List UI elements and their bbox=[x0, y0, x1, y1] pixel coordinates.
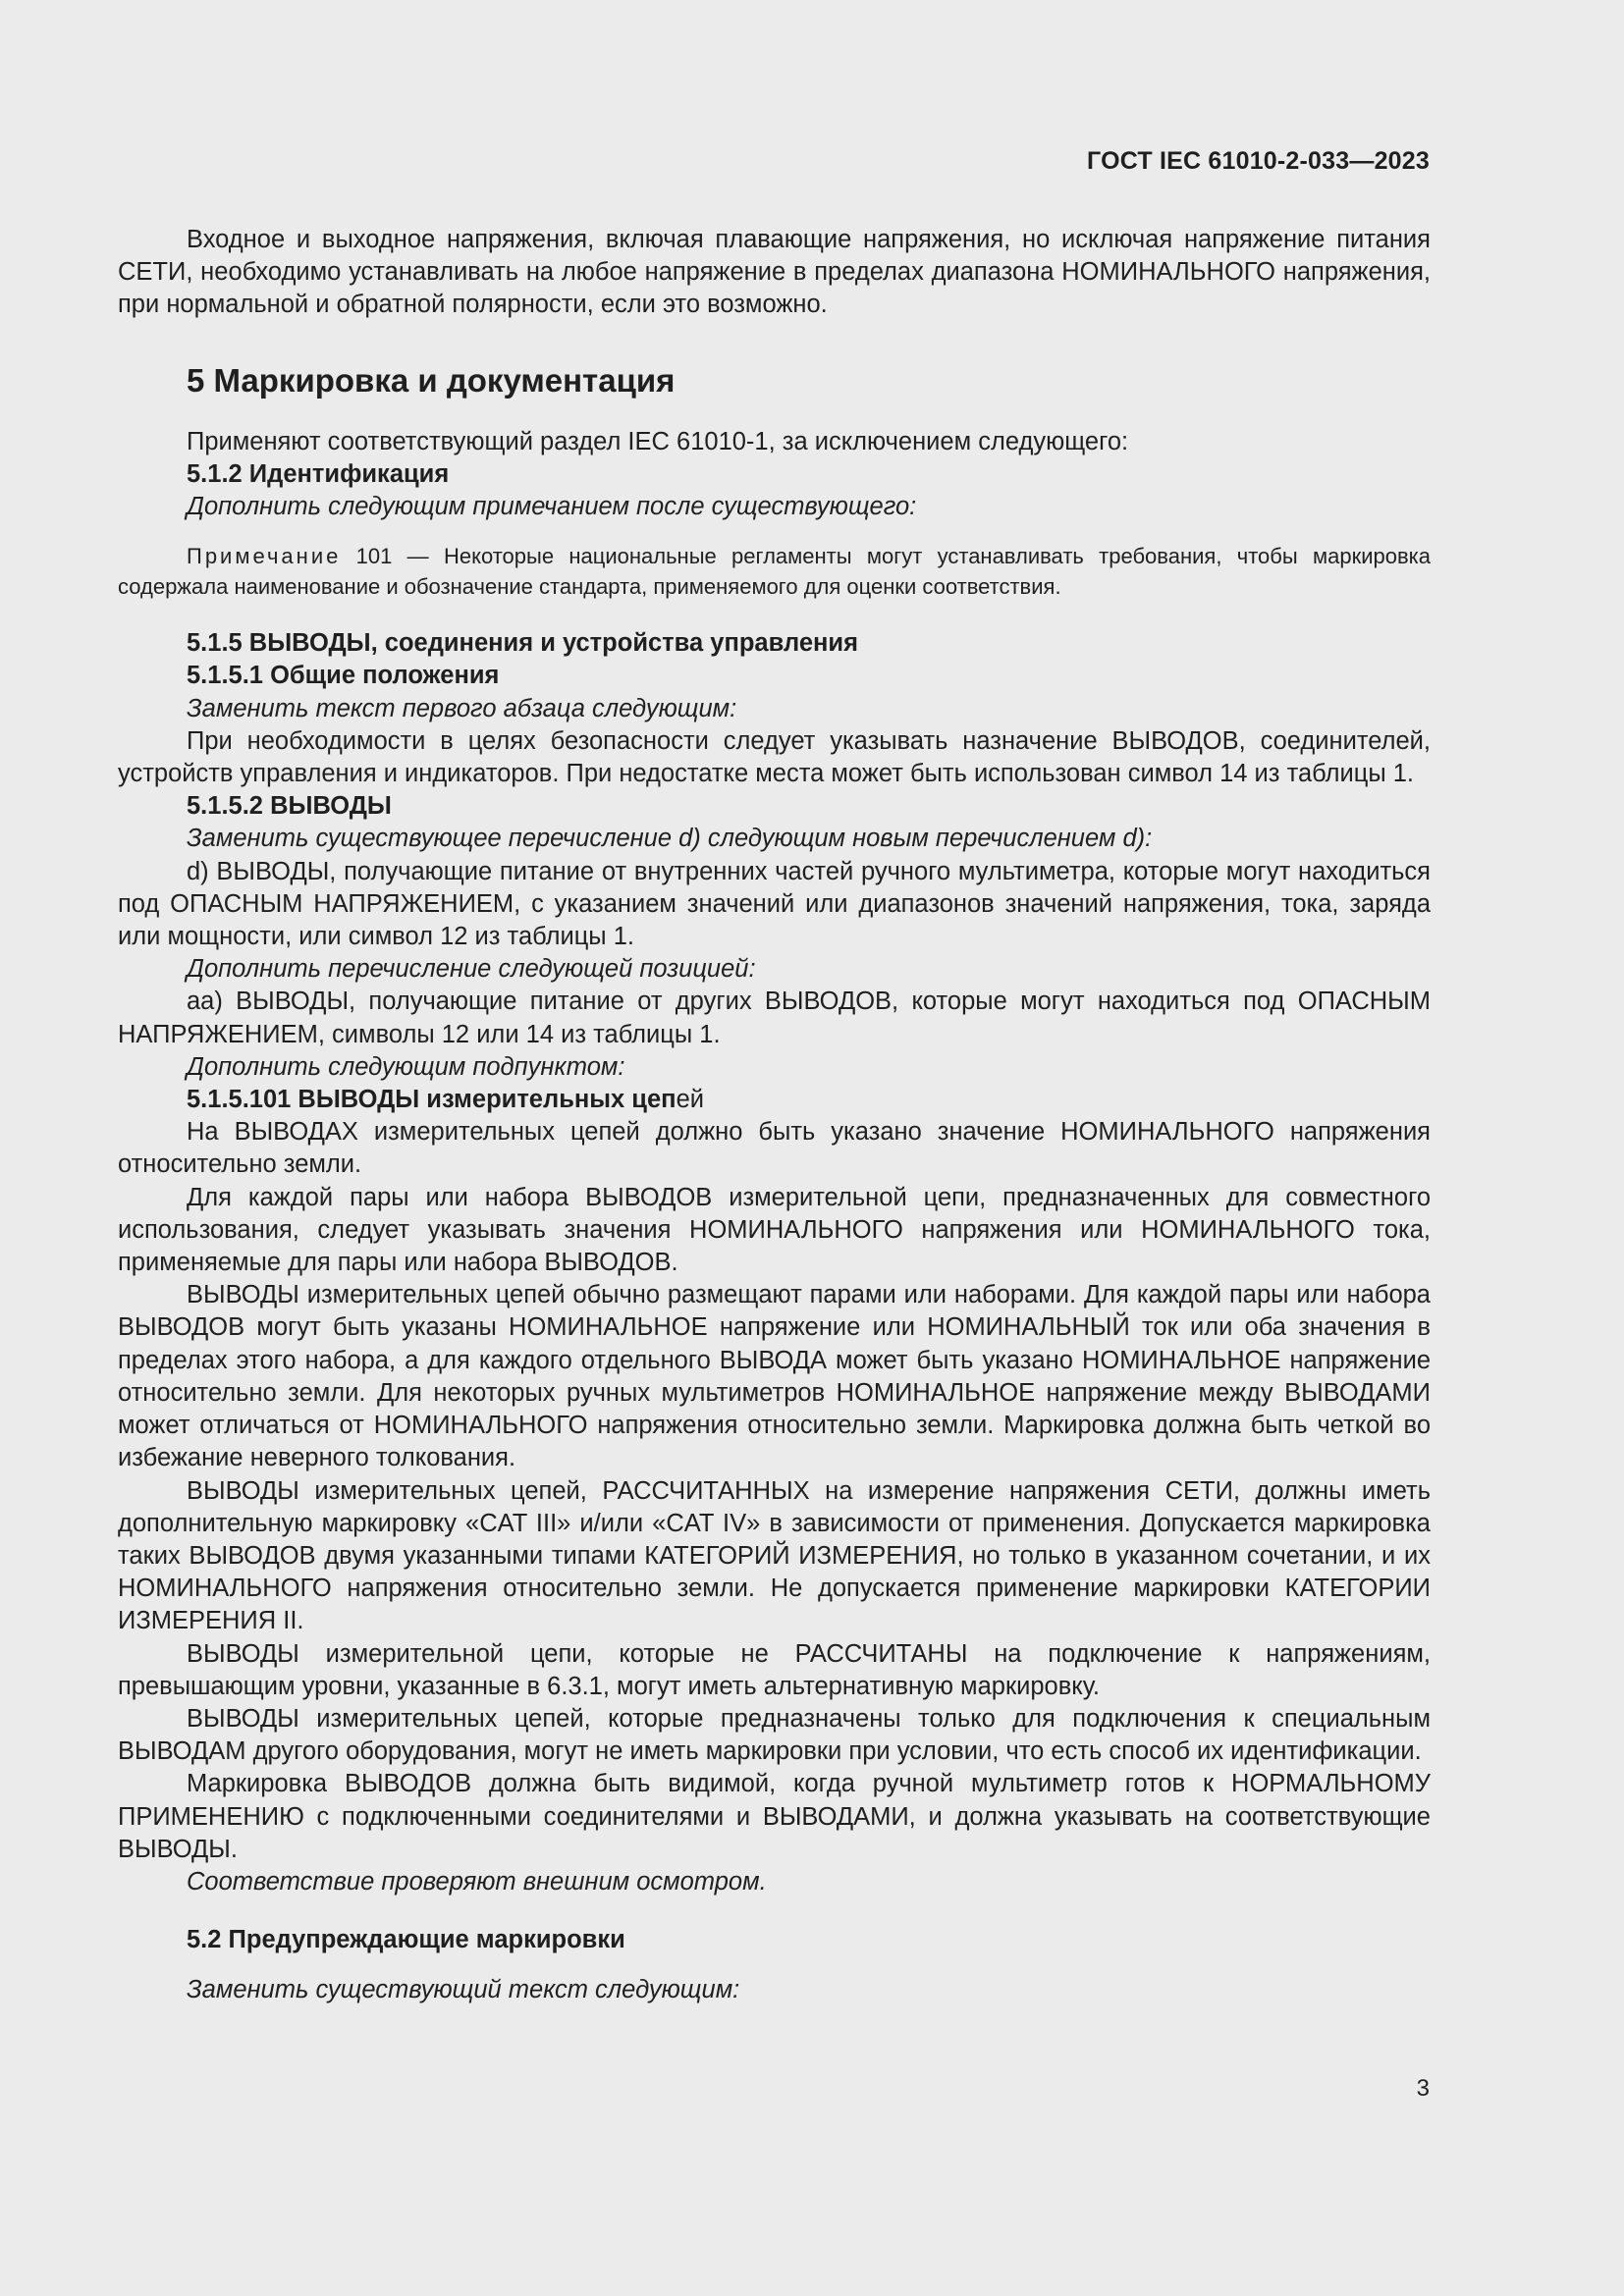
note-label: Примечание bbox=[187, 544, 342, 569]
standard-header: ГОСТ IEC 61010-2-033—2023 bbox=[1087, 147, 1430, 175]
subsection-5-1-5-1-instruction: Заменить текст первого абзаца следующим: bbox=[187, 694, 737, 722]
list-item-d: d) ВЫВОДЫ, получающие питание от внутренних частей ручного мультиметра, которые могут находиться под ОПАСНЫМ НАПРЯЖЕНИЕМ, с указанием значений или диапазонов значений напряжения, тока, заряда или мощности, или символ 12 из таблицы 1. bbox=[118, 857, 1431, 951]
subsection-5-2-title: 5.2 Предупреждающие маркировки bbox=[187, 1926, 625, 1954]
subsection-5-1-5-101-title-tail: ей bbox=[676, 1086, 705, 1114]
subsection-5-1-5-2-title: 5.1.5.2 ВЫВОДЫ bbox=[187, 792, 392, 821]
list-item-aa: аа) ВЫВОДЫ, получающие питание от других ВЫВОДОВ, которые могут находиться под ОПАСНЫМ НАПРЯЖЕНИЕМ, символы 12 или 14 из таблицы 1. bbox=[118, 988, 1431, 1048]
note-text: 101 — Некоторые национальные регламенты могут устанавливать требования, чтобы маркировка содержала наименование и обозначение стандарта, применяемого для оценки соответствия. bbox=[118, 544, 1431, 600]
paragraph: ВЫВОДЫ измерительных цепей, которые предназначены только для подключения к специальным ВЫВОДАМ другого оборудования, могут не иметь маркировки при условии, что есть способ их идентификации. bbox=[118, 1704, 1431, 1766]
section-5-title: 5 Маркировка и документация bbox=[187, 361, 676, 399]
subsection-5-1-5-title: 5.1.5 ВЫВОДЫ, соединения и устройства управления bbox=[187, 629, 858, 658]
compliance-statement: Соответствие проверяют внешним осмотром. bbox=[187, 1867, 767, 1896]
note-101 bbox=[118, 541, 1431, 602]
paragraph: ВЫВОДЫ измерительной цепи, которые не РАССЧИТАНЫ на подключение к напряжениям, превышающим уровни, указанные в 6.3.1, могут иметь альтернативную маркировку. bbox=[118, 1639, 1431, 1700]
section-5-applies: Применяют соответствующий раздел IEC 61010-1, за исключением следующего: bbox=[187, 427, 1129, 455]
subsection-5-1-5-2-instruction-2: Дополнить перечисление следующей позицией: bbox=[187, 955, 756, 984]
paragraph: ВЫВОДЫ измерительных цепей обычно размещают парами или наборами. Для каждой пары или набора ВЫВОДОВ могут быть указаны НОМИНАЛЬНОЕ напряжение или НОМИНАЛЬНЫЙ ток или оба значения в пределах этого набора, а для каждого отдельного ВЫВОДА может быть указано НОМИНАЛЬНОЕ напряжение относительно земли. Для некоторых ручных мультиметров НОМИНАЛЬНОЕ напряжение между ВЫВОДАМИ может отличаться от НОМИНАЛЬНОГО напряжения относительно земли. Маркировка должна быть четкой во избежание неверного толкования. bbox=[118, 1281, 1431, 1472]
subsection-5-1-2-title: 5.1.2 Идентификация bbox=[187, 459, 450, 488]
page-number: 3 bbox=[1416, 2075, 1430, 2102]
subsection-5-1-5-1-text: При необходимости в целях безопасности следует указывать назначение ВЫВОДОВ, соединителей, устройств управления и индикаторов. При недостатке места может быть использован символ 14 из таблицы 1. bbox=[118, 726, 1431, 788]
paragraph: Для каждой пары или набора ВЫВОДОВ измерительной цепи, предназначенных для совместного использования, следует указывать значения НОМИНАЛЬНОГО напряжения или НОМИНАЛЬНОГО тока, применяемые для пары или набора ВЫВОДОВ. bbox=[118, 1183, 1431, 1277]
document-body bbox=[118, 224, 1431, 2007]
paragraph: ВЫВОДЫ измерительных цепей, РАССЧИТАННЫХ на измерение напряжения СЕТИ, должны иметь дополнительную маркировку «CAT III» и/или «CAT IV» в зависимости от применения. Допускается маркировка таких ВЫВОДОВ двумя указанными типами КАТЕГОРИЙ ИЗМЕРЕНИЯ, но только в указанном сочетании, и их НОМИНАЛЬНОГО напряжения относительно земли. Не допускается применение маркировки КАТЕГОРИИ ИЗМЕРЕНИЯ II. bbox=[118, 1476, 1431, 1635]
subsection-5-1-5-2-instruction-1: Заменить существующее перечисление d) следующим новым перечислением d): bbox=[187, 825, 1153, 853]
subsection-5-2-instruction: Заменить существующий текст следующим: bbox=[187, 1976, 740, 2004]
paragraph: Маркировка ВЫВОДОВ должна быть видимой, когда ручной мультиметр готов к НОРМАЛЬНОМУ ПРИМЕНЕНИЮ с подключенными соединителями и ВЫВОДАМИ, и должна указывать на соответствующие ВЫВОДЫ. bbox=[118, 1770, 1431, 1863]
subsection-5-1-2-instruction: Дополнить следующим примечанием после существующего: bbox=[187, 493, 917, 521]
subsection-5-1-5-1-title: 5.1.5.1 Общие положения bbox=[187, 662, 500, 690]
intro-paragraph: Входное и выходное напряжения, включая плавающие напряжения, но исключая напряжение питания СЕТИ, необходимо устанавливать на любое напряжение в пределах диапазона НОМИНАЛЬНОГО напряжения, при нормальной и обратной полярности, если это возможно. bbox=[118, 226, 1431, 319]
subsection-5-1-5-101-title bbox=[118, 1084, 1431, 1116]
subsection-5-1-5-101-title-bold: 5.1.5.101 ВЫВОДЫ измерительных цеп bbox=[187, 1086, 677, 1114]
paragraph: На ВЫВОДАХ измерительных цепей должно быть указано значение НОМИНАЛЬНОГО напряжения относительно земли. bbox=[118, 1118, 1431, 1179]
subsection-5-1-5-2-instruction-3: Дополнить следующим подпунктом: bbox=[187, 1052, 625, 1081]
